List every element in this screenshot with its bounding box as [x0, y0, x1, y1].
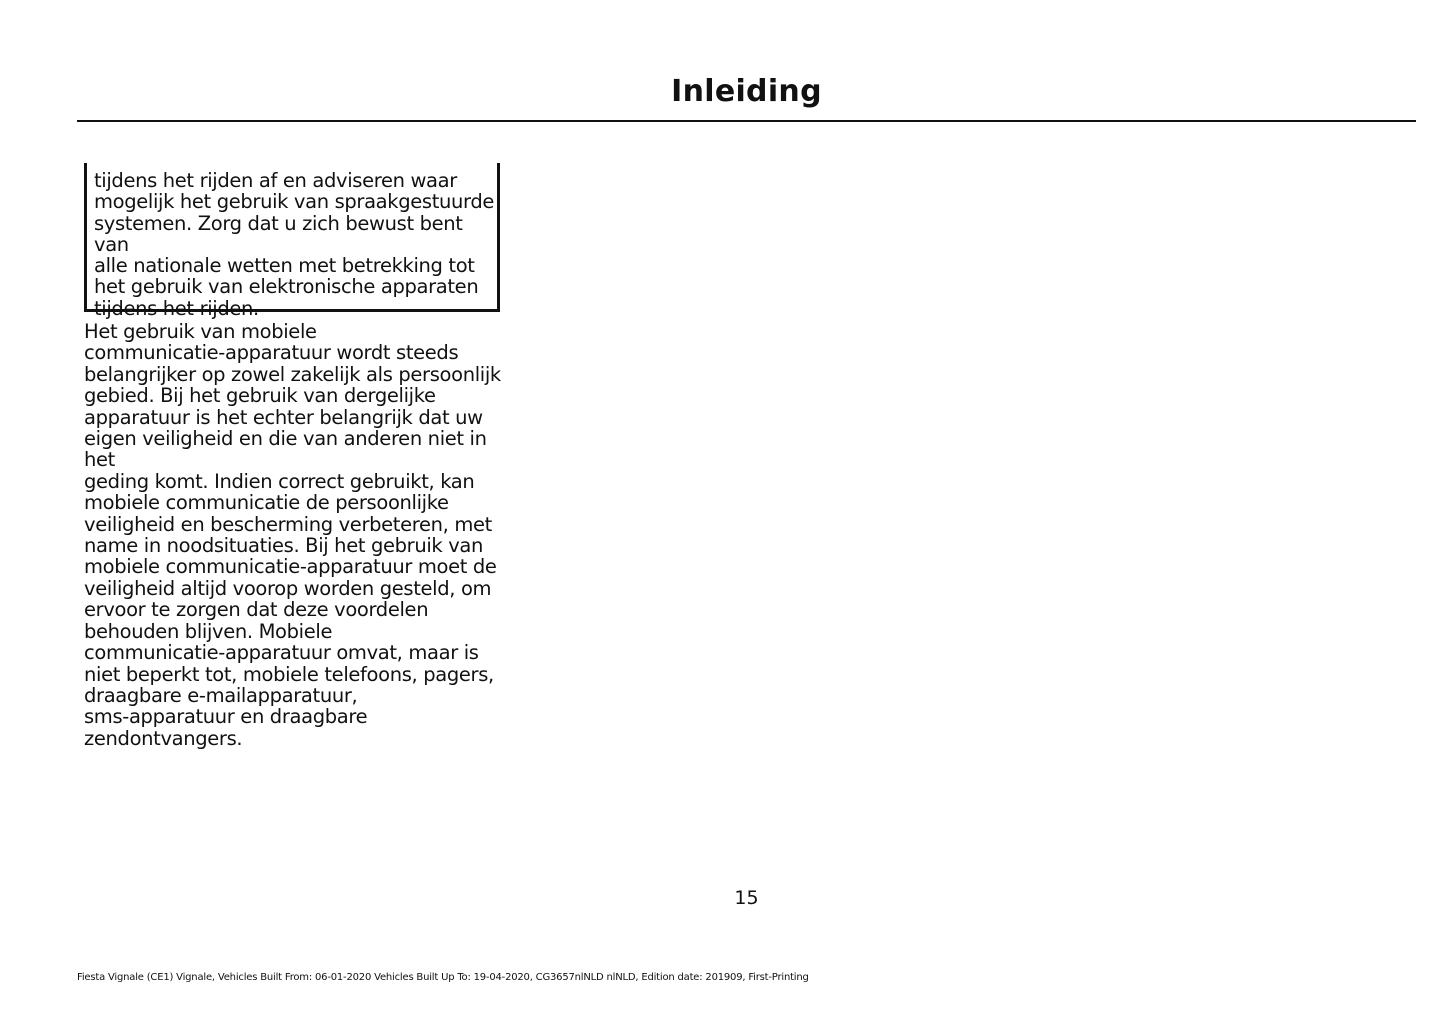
warning-text: tijdens het rijden af en adviseren waar mogelijk het gebruik van spraakgestuurde systemen. Zorg dat u zich bewust bent van alle nationale wetten met betrekking tot het gebruik van elektronische apparaten tijdens het rijden. [94, 169, 495, 320]
page-title: Inleiding [671, 74, 822, 109]
page-number: 15 [734, 887, 759, 909]
footer-edition-info: Fiesta Vignale (CE1) Vignale, Vehicles Built From: 06-01-2020 Vehicles Built Up To: 19-04-2020, CG3657nlNLD nlNLD, Edition date: 201909, First-Printing [77, 972, 809, 983]
warning-box [84, 163, 500, 320]
header-divider [77, 120, 1416, 122]
body-paragraph: Het gebruik van mobiele communicatie-apparatuur wordt steeds belangrijker op zowel zakelijk als persoonlijk gebied. Bij het gebruik van dergelijke apparatuur is het echter belangrijk dat uw eigen veiligheid en die van anderen niet in het geding komt. Indien correct gebruikt, kan mobiele communicatie de persoonlijke veiligheid en bescherming verbeteren, met name in noodsituaties. Bij het gebruik van mobiele communicatie-apparatuur moet de veiligheid altijd voorop worden gesteld, om ervoor te zorgen dat deze voordelen behouden blijven. Mobiele communicatie-apparatuur omvat, maar is niet beperkt tot, mobiele telefoons, pagers, draagbare e-mailapparatuur, sms-apparatuur en draagbare zendontvangers. [84, 320, 501, 750]
